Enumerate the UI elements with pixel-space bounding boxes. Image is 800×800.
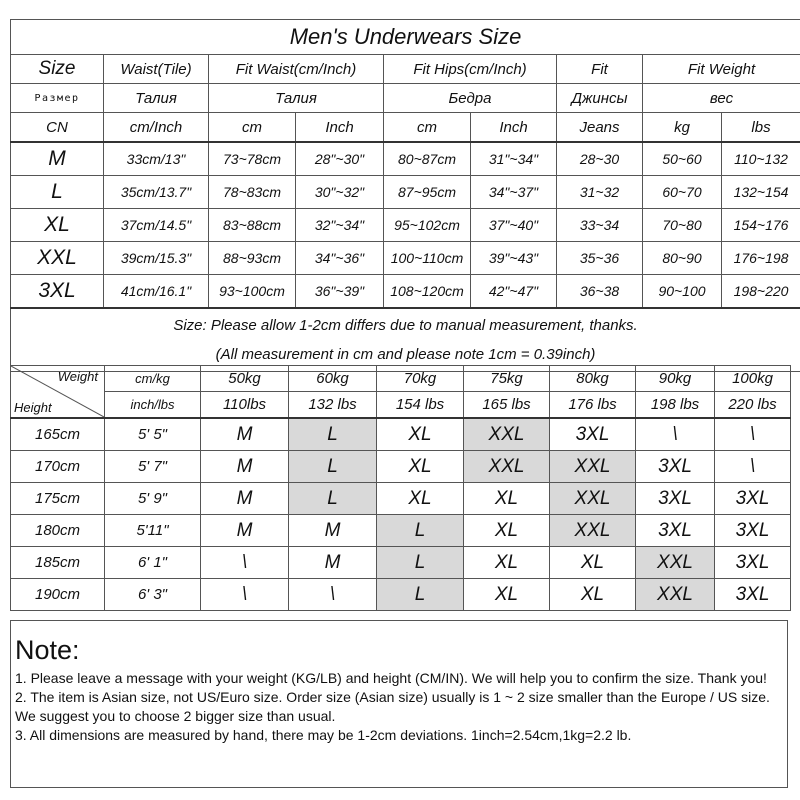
size-recommendation-cell: \ xyxy=(201,547,289,579)
table-cell: 28~30 xyxy=(557,142,643,176)
size-note-line-1: Size: Please allow 1-2cm differs due to manual measurement, thanks. xyxy=(173,317,638,334)
table-cell: 36"~39" xyxy=(296,275,384,309)
size-recommendation-cell: XXL xyxy=(636,579,715,611)
size-recommendation-cell: M xyxy=(201,515,289,547)
table-cell: 33cm/13" xyxy=(104,142,209,176)
table-cell: 42"~47" xyxy=(471,275,557,309)
unit-header-1: cm/Inch xyxy=(104,113,209,143)
table-cell: 73~78cm xyxy=(209,142,296,176)
size-recommendation-cell: 3XL xyxy=(715,579,791,611)
note-line: We suggest you to choose 2 bigger size than usual. xyxy=(15,708,336,724)
size-cell: XXL xyxy=(11,242,104,275)
height-ft-cell: 5' 7" xyxy=(105,451,201,483)
table-cell: 30"~32" xyxy=(296,176,384,209)
unit-header-8: lbs xyxy=(722,113,800,143)
table-cell: 36~38 xyxy=(557,275,643,309)
height-cm-cell: 165cm xyxy=(11,418,105,451)
table-cell: 154~176 xyxy=(722,209,800,242)
height-cm-cell: 170cm xyxy=(11,451,105,483)
size-recommendation-cell: \ xyxy=(715,418,791,451)
weight-lbs-header: 198 lbs xyxy=(636,392,715,419)
height-cm-cell: 180cm xyxy=(11,515,105,547)
weight-lbs-header: 110lbs xyxy=(201,392,289,419)
table-cell: 95~102cm xyxy=(384,209,471,242)
header-taliya-1: Талия xyxy=(104,84,209,113)
unit-header-row xyxy=(11,113,800,143)
size-recommendation-cell: XXL xyxy=(636,547,715,579)
note-line: 2. The item is Asian size, not US/Euro size. Order size (Asian size) usually is 1 ~ 2 size smaller than the Europe / US size. xyxy=(15,689,770,705)
unit-header-7: kg xyxy=(643,113,722,143)
table-row xyxy=(11,275,800,309)
size-table-body xyxy=(11,142,800,308)
height-cm-cell: 185cm xyxy=(11,547,105,579)
height-ft-cell: 6' 3" xyxy=(105,579,201,611)
header-fit-hips: Fit Hips(cm/Inch) xyxy=(384,55,557,84)
table-cell: 100~110cm xyxy=(384,242,471,275)
table-cell: 93~100cm xyxy=(209,275,296,309)
table-cell: 88~93cm xyxy=(209,242,296,275)
table-title: Men's Underwears Size xyxy=(11,20,800,55)
unit-header-0: CN xyxy=(11,113,104,143)
table-row xyxy=(11,547,791,579)
size-recommendation-cell: \ xyxy=(636,418,715,451)
size-recommendation-cell: L xyxy=(289,451,377,483)
table-cell: 33~34 xyxy=(557,209,643,242)
table-cell: 37cm/14.5" xyxy=(104,209,209,242)
size-recommendation-cell: 3XL xyxy=(636,451,715,483)
size-cell: 3XL xyxy=(11,275,104,309)
diagonal-header-cell xyxy=(11,366,105,419)
size-recommendation-cell: XXL xyxy=(550,515,636,547)
unit-header-2: cm xyxy=(209,113,296,143)
size-recommendation-cell: L xyxy=(289,483,377,515)
table-row xyxy=(11,176,800,209)
header-size: Size xyxy=(11,55,104,84)
unit-header-3: Inch xyxy=(296,113,384,143)
header-bedra: Бедра xyxy=(384,84,557,113)
size-recommendation-cell: XL xyxy=(377,451,464,483)
header-razmer: Размер xyxy=(11,84,104,113)
weight-kg-header: 80kg xyxy=(550,366,636,392)
size-recommendation-cell: M xyxy=(289,547,377,579)
size-recommendation-cell: L xyxy=(289,418,377,451)
header-waist: Waist(Tile) xyxy=(104,55,209,84)
weight-kg-header: 90kg xyxy=(636,366,715,392)
size-recommendation-cell: \ xyxy=(715,451,791,483)
weight-kg-header: 70kg xyxy=(377,366,464,392)
table-row xyxy=(11,418,791,451)
table-row xyxy=(11,209,800,242)
table-cell: 32"~34" xyxy=(296,209,384,242)
height-ft-cell: 5' 5" xyxy=(105,418,201,451)
table-cell: 176~198 xyxy=(722,242,800,275)
size-recommendation-cell: XXL xyxy=(464,451,550,483)
size-recommendation-cell: 3XL xyxy=(715,483,791,515)
weight-kg-header: 100kg xyxy=(715,366,791,392)
weight-lbs-header: 165 lbs xyxy=(464,392,550,419)
height-ft-cell: 5' 9" xyxy=(105,483,201,515)
size-cell: L xyxy=(11,176,104,209)
note-title: Note: xyxy=(15,635,80,665)
size-recommendation-cell: 3XL xyxy=(550,418,636,451)
table-cell: 110~132 xyxy=(722,142,800,176)
size-table xyxy=(10,19,800,372)
height-ft-cell: 5'11" xyxy=(105,515,201,547)
table-cell: 39cm/15.3" xyxy=(104,242,209,275)
size-recommendation-cell: XXL xyxy=(464,418,550,451)
weight-lbs-header: 132 lbs xyxy=(289,392,377,419)
header-ves: вес xyxy=(643,84,800,113)
size-recommendation-cell: M xyxy=(201,418,289,451)
table-cell: 132~154 xyxy=(722,176,800,209)
size-cell: M xyxy=(11,142,104,176)
size-recommendation-cell: 3XL xyxy=(636,483,715,515)
size-recommendation-cell: M xyxy=(201,451,289,483)
size-recommendation-cell: XL xyxy=(464,483,550,515)
weight-lbs-header: 154 lbs xyxy=(377,392,464,419)
size-recommendation-cell: 3XL xyxy=(636,515,715,547)
table-row xyxy=(11,579,791,611)
weight-kg-header: 75kg xyxy=(464,366,550,392)
weight-kg-header: 60kg xyxy=(289,366,377,392)
size-note xyxy=(11,308,800,372)
size-recommendation-cell: XL xyxy=(550,579,636,611)
table-cell: 34"~37" xyxy=(471,176,557,209)
weight-lbs-header: 220 lbs xyxy=(715,392,791,419)
table-cell: 60~70 xyxy=(643,176,722,209)
header-taliya-2: Талия xyxy=(209,84,384,113)
table-row xyxy=(11,242,800,275)
size-recommendation-cell: L xyxy=(377,547,464,579)
height-cm-cell: 175cm xyxy=(11,483,105,515)
size-recommendation-cell: XXL xyxy=(550,451,636,483)
header-fit: Fit xyxy=(557,55,643,84)
unit-lbs-label: inch/lbs xyxy=(105,392,201,419)
unit-header-5: Inch xyxy=(471,113,557,143)
size-recommendation-cell: XL xyxy=(550,547,636,579)
table-row xyxy=(11,451,791,483)
table-cell: 34"~36" xyxy=(296,242,384,275)
table-cell: 70~80 xyxy=(643,209,722,242)
table-cell: 35cm/13.7" xyxy=(104,176,209,209)
size-recommendation-cell: XXL xyxy=(550,483,636,515)
size-recommendation-cell: XL xyxy=(464,579,550,611)
table-cell: 28"~30" xyxy=(296,142,384,176)
table-cell: 37"~40" xyxy=(471,209,557,242)
size-recommendation-cell: 3XL xyxy=(715,515,791,547)
size-recommendation-cell: XL xyxy=(464,515,550,547)
table-row xyxy=(11,142,800,176)
table-cell: 80~90 xyxy=(643,242,722,275)
weight-kg-header: 50kg xyxy=(201,366,289,392)
table-cell: 198~220 xyxy=(722,275,800,309)
height-ft-cell: 6' 1" xyxy=(105,547,201,579)
weight-axis-label: Weight xyxy=(57,369,98,384)
table-cell: 83~88cm xyxy=(209,209,296,242)
size-recommendation-cell: XL xyxy=(377,418,464,451)
unit-header-6: Jeans xyxy=(557,113,643,143)
weight-lbs-header: 176 lbs xyxy=(550,392,636,419)
header-fit-weight: Fit Weight xyxy=(643,55,800,84)
table-cell: 41cm/16.1" xyxy=(104,275,209,309)
table-cell: 31~32 xyxy=(557,176,643,209)
size-cell: XL xyxy=(11,209,104,242)
size-recommendation-cell: L xyxy=(377,579,464,611)
table-cell: 39"~43" xyxy=(471,242,557,275)
chart-body xyxy=(11,418,791,611)
table-cell: 31"~34" xyxy=(471,142,557,176)
size-recommendation-cell: 3XL xyxy=(715,547,791,579)
size-recommendation-cell: \ xyxy=(289,579,377,611)
header-fit-waist: Fit Waist(cm/Inch) xyxy=(209,55,384,84)
size-recommendation-cell: XL xyxy=(464,547,550,579)
note-line: 3. All dimensions are measured by hand, there may be 1-2cm deviations. 1inch=2.54cm,1kg=2.2 lb. xyxy=(15,727,632,743)
header-dzhinsy: Джинсы xyxy=(557,84,643,113)
table-cell: 50~60 xyxy=(643,142,722,176)
table-row xyxy=(11,483,791,515)
height-cm-cell: 190cm xyxy=(11,579,105,611)
note-line: 1. Please leave a message with your weight (KG/LB) and height (CM/IN). We will help you to confirm the size. Thank you! xyxy=(15,670,767,686)
height-axis-label: Height xyxy=(14,400,52,415)
size-recommendation-cell: L xyxy=(377,515,464,547)
size-recommendation-cell: M xyxy=(201,483,289,515)
size-recommendation-cell: \ xyxy=(201,579,289,611)
table-cell: 90~100 xyxy=(643,275,722,309)
note-lines xyxy=(15,669,781,745)
table-row xyxy=(11,515,791,547)
unit-kg-label: cm/kg xyxy=(105,366,201,392)
table-cell: 80~87cm xyxy=(384,142,471,176)
table-cell: 78~83cm xyxy=(209,176,296,209)
table-cell: 108~120cm xyxy=(384,275,471,309)
note-box xyxy=(10,620,788,788)
unit-header-4: cm xyxy=(384,113,471,143)
height-weight-chart xyxy=(10,365,791,611)
table-cell: 35~36 xyxy=(557,242,643,275)
size-recommendation-cell: M xyxy=(289,515,377,547)
table-cell: 87~95cm xyxy=(384,176,471,209)
size-recommendation-cell: XL xyxy=(377,483,464,515)
size-note-line-2: (All measurement in cm and please note 1cm = 0.39inch) xyxy=(215,346,596,363)
